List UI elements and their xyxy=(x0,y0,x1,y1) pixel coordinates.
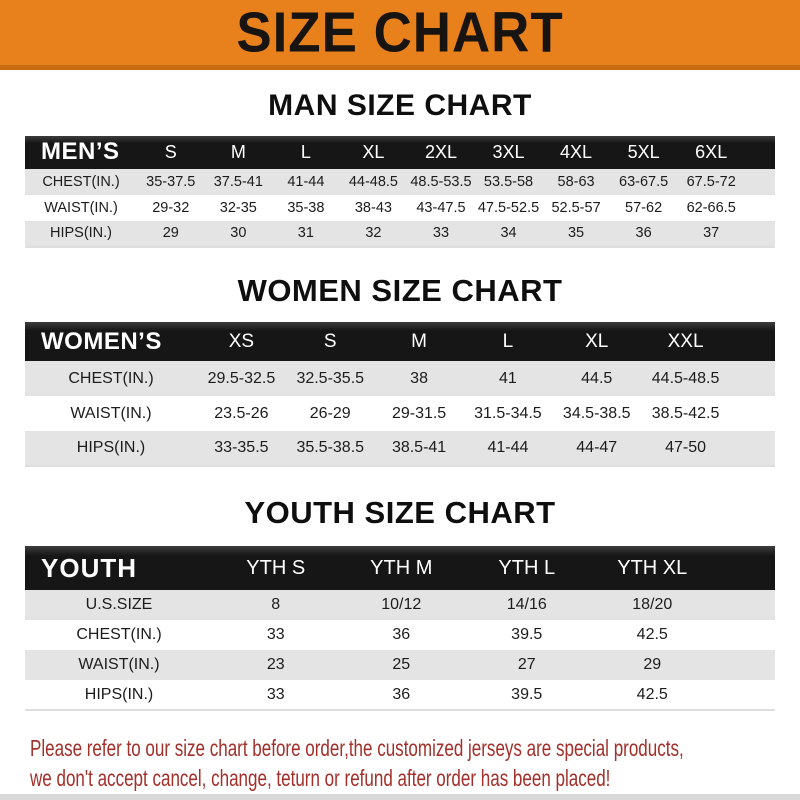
men-column-header: 4XL xyxy=(542,136,610,169)
size-cell: 43-47.5 xyxy=(416,199,466,216)
men-section xyxy=(0,89,800,248)
size-cell: 33 xyxy=(266,626,285,644)
size-cell: 18/20 xyxy=(632,596,673,614)
size-cell: 29.5-32.5 xyxy=(207,369,276,387)
size-cell: 14/16 xyxy=(506,596,547,614)
youth-header-row xyxy=(25,546,775,590)
header-spacer xyxy=(745,136,775,169)
size-cell: 32 xyxy=(365,225,382,242)
men-column-header: 5XL xyxy=(610,136,678,169)
page-title: SIZE CHART xyxy=(236,1,564,64)
women-column-header: L xyxy=(463,322,552,361)
size-cell: 41 xyxy=(499,369,517,387)
women-column-header: XL xyxy=(552,322,641,361)
row-label: WAIST(IN.) xyxy=(44,199,118,216)
size-cell: 44-47 xyxy=(576,439,618,457)
men-column-header: M xyxy=(205,136,273,169)
banner xyxy=(0,0,800,70)
size-cell: 23.5-26 xyxy=(214,404,269,422)
size-cell: 67.5-72 xyxy=(686,173,736,190)
size-cell: 31.5-34.5 xyxy=(474,404,542,422)
size-cell: 37 xyxy=(703,225,720,242)
size-cell: 36 xyxy=(392,626,411,644)
row-spacer xyxy=(730,396,775,431)
size-cell: 39.5 xyxy=(511,626,543,644)
size-cell: 30 xyxy=(230,225,247,242)
disclaimer xyxy=(30,733,800,793)
row-label: CHEST(IN.) xyxy=(68,369,154,387)
size-cell: 33-35.5 xyxy=(214,439,269,457)
women-table-title: WOMEN’S xyxy=(25,322,197,361)
youth-column-header: YTH XL xyxy=(590,546,716,590)
size-cell: 34 xyxy=(500,225,517,242)
size-cell: 42.5 xyxy=(636,685,668,703)
size-cell: 42.5 xyxy=(636,626,668,644)
row-label: HIPS(IN.) xyxy=(76,439,146,457)
row-spacer xyxy=(715,590,775,620)
size-cell: 41-44 xyxy=(287,173,325,190)
men-section-heading: MAN SIZE CHART xyxy=(268,89,532,122)
women-column-header: XS xyxy=(197,322,286,361)
size-cell: 35-37.5 xyxy=(146,173,196,190)
size-cell: 41-44 xyxy=(487,439,529,457)
size-cell: 10/12 xyxy=(381,596,422,614)
size-cell: 38.5-42.5 xyxy=(651,404,720,422)
women-section xyxy=(0,274,800,468)
row-spacer xyxy=(730,361,775,396)
size-cell: 52.5-57 xyxy=(551,199,601,216)
row-spacer xyxy=(715,620,775,650)
size-cell: 23 xyxy=(266,656,285,674)
disclaimer-line-2: we don't accept cancel, change, teturn or refund after order has been placed! xyxy=(30,765,611,792)
row-spacer xyxy=(745,221,775,247)
men-column-header: S xyxy=(137,136,205,169)
row-label: WAIST(IN.) xyxy=(70,404,152,422)
size-cell: 36 xyxy=(392,685,411,703)
men-column-header: XL xyxy=(340,136,408,169)
youth-section-heading: YOUTH SIZE CHART xyxy=(244,495,556,531)
size-cell: 57-62 xyxy=(625,199,663,216)
size-cell: 29-31.5 xyxy=(391,404,447,422)
size-cell: 26-29 xyxy=(309,404,351,422)
men-size-table xyxy=(25,136,775,248)
size-cell: 48.5-53.5 xyxy=(410,173,472,190)
men-header-row xyxy=(25,136,775,169)
size-cell: 27 xyxy=(517,656,536,674)
header-spacer xyxy=(730,322,775,361)
men-hips-row xyxy=(25,221,775,247)
size-cell: 32.5-35.5 xyxy=(296,369,365,387)
size-cell: 33 xyxy=(432,225,450,242)
row-label: U.S.SIZE xyxy=(85,596,153,614)
size-cell: 53.5-58 xyxy=(483,173,534,190)
size-cell: 47-50 xyxy=(665,439,707,457)
youth-ussize-row xyxy=(25,590,775,620)
size-cell: 44-48.5 xyxy=(348,173,398,190)
youth-hips-row xyxy=(25,680,775,710)
size-cell: 29 xyxy=(162,225,179,242)
row-spacer xyxy=(715,650,775,680)
men-column-header: 2XL xyxy=(407,136,475,169)
women-chest-row xyxy=(25,361,775,396)
men-chest-row xyxy=(25,169,775,195)
size-cell: 35-38 xyxy=(287,199,325,216)
size-cell: 33 xyxy=(266,685,285,703)
row-spacer xyxy=(745,195,775,221)
size-cell: 44.5 xyxy=(581,369,613,387)
size-cell: 47.5-52.5 xyxy=(477,199,540,216)
size-cell: 38 xyxy=(410,369,428,387)
youth-waist-row xyxy=(25,650,775,680)
size-cell: 8 xyxy=(271,596,281,614)
size-cell: 37.5-41 xyxy=(213,173,263,190)
youth-section xyxy=(0,496,800,711)
row-label: WAIST(IN.) xyxy=(78,656,160,674)
size-cell: 35 xyxy=(567,225,585,242)
youth-chest-row xyxy=(25,620,775,650)
women-column-header: S xyxy=(286,322,375,361)
women-column-header: M xyxy=(375,322,464,361)
size-cell: 36 xyxy=(635,225,652,242)
row-label: HIPS(IN.) xyxy=(84,685,154,703)
youth-column-header: YTH L xyxy=(464,546,590,590)
size-cell: 38-43 xyxy=(354,199,392,216)
disclaimer-line-1: Please refer to our size chart before order,the customized jerseys are special products, xyxy=(30,735,684,762)
size-cell: 29 xyxy=(643,656,662,674)
size-cell: 44.5-48.5 xyxy=(651,369,720,387)
row-spacer xyxy=(715,680,775,710)
youth-column-header: YTH M xyxy=(339,546,465,590)
size-cell: 34.5-38.5 xyxy=(562,404,631,422)
size-cell: 39.5 xyxy=(511,685,543,703)
women-size-table xyxy=(25,322,775,467)
bottom-edge-strip xyxy=(0,794,800,800)
men-column-header: 3XL xyxy=(475,136,543,169)
youth-column-header: YTH S xyxy=(213,546,339,590)
size-cell: 35.5-38.5 xyxy=(296,439,365,457)
size-cell: 58-63 xyxy=(557,173,595,190)
youth-table-title: YOUTH xyxy=(25,546,213,590)
size-cell: 62-66.5 xyxy=(686,199,736,216)
men-column-header: 6XL xyxy=(677,136,745,169)
row-label: CHEST(IN.) xyxy=(76,626,162,644)
size-cell: 29-32 xyxy=(152,199,190,216)
youth-size-table xyxy=(25,546,775,711)
women-header-row xyxy=(25,322,775,361)
row-label: CHEST(IN.) xyxy=(42,173,120,190)
women-column-header: XXL xyxy=(641,322,730,361)
women-section-heading: WOMEN SIZE CHART xyxy=(237,272,563,308)
size-cell: 32-35 xyxy=(219,199,257,216)
size-cell: 31 xyxy=(297,225,314,242)
size-cell: 63-67.5 xyxy=(619,173,669,190)
men-waist-row xyxy=(25,195,775,221)
size-cell: 25 xyxy=(392,656,411,674)
size-cell: 38.5-41 xyxy=(391,439,447,457)
row-label: HIPS(IN.) xyxy=(49,225,113,242)
row-spacer xyxy=(745,169,775,195)
men-column-header: L xyxy=(272,136,340,169)
header-spacer xyxy=(715,546,775,590)
row-spacer xyxy=(730,431,775,466)
women-waist-row xyxy=(25,396,775,431)
women-hips-row xyxy=(25,431,775,466)
men-table-title: MEN’S xyxy=(25,136,137,169)
